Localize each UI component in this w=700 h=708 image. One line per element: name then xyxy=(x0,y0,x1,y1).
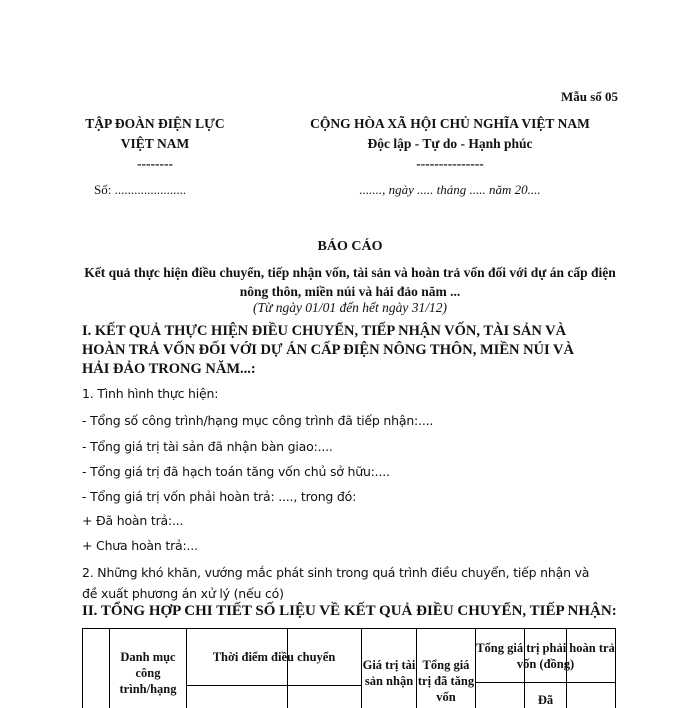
section-1-heading: I. KẾT QUẢ THỰC HIỆN ĐIỀU CHUYỂN, TIẾP NHẬN VỐN, TÀI SẢN VÀ HOÀN TRẢ VỐN ĐỐI VỚI DỰ ÁN CẤP ĐIỆN NÔNG THÔN, MIỀN NÚI VÀ HẢI ĐẢO TRONG NĂM...: xyxy=(82,323,574,377)
form-number: Mẫu số 05 xyxy=(560,89,618,104)
report-period: (Từ ngày 01/01 đến hết ngày 31/12) xyxy=(252,300,448,315)
nation-name: CỘNG HÒA XÃ HỘI CHỦ NGHĨA VIỆT NAM xyxy=(310,116,590,131)
table-top-border xyxy=(82,628,616,629)
section-1-item-2: 2. Những khó khăn, vướng mắc phát sinh trong quá trình điều chuyển, tiếp nhận và đề xuất phương án xử lý (nếu có) xyxy=(82,565,590,601)
table-border xyxy=(186,628,187,708)
org-name-line1: TẬP ĐOÀN ĐIỆN LỰC xyxy=(85,116,225,131)
status-line: - Tổng giá trị đã hạch toán tăng vốn chủ sở hữu:.... xyxy=(82,464,390,479)
status-line: - Tổng số công trình/hạng mục công trình đã tiếp nhận:.... xyxy=(82,413,434,428)
table-subheader-border xyxy=(475,682,615,683)
column-header-item-list: Danh mục công trình/hạng xyxy=(119,650,177,696)
table-subheader-border xyxy=(186,685,361,686)
results-table xyxy=(82,628,616,708)
status-line: - Tổng giá trị tài sản đã nhận bàn giao:.... xyxy=(82,439,333,454)
column-header-capital-increase: Tổng giá trị đã tăng vốn xyxy=(417,658,475,704)
column-header-asset-value: Giá trị tài sản nhận xyxy=(362,658,416,688)
document-number: Số: ...................... xyxy=(94,182,187,197)
status-line: - Tổng giá trị vốn phải hoàn trả: ...., trong đó: xyxy=(82,489,357,504)
org-name-line2: VIỆT NAM xyxy=(120,136,190,151)
section-2-heading: II. TỔNG HỢP CHI TIẾT SỐ LIỆU VỀ KẾT QUẢ ĐIỀU CHUYỂN, TIẾP NHẬN: xyxy=(82,603,617,619)
date-line: ......., ngày ..... tháng ..... năm 20.... xyxy=(359,182,541,197)
column-header-refund-total: Tổng giá trị phải hoàn trả vốn (đồng) xyxy=(476,641,615,671)
report-title: BÁO CÁO xyxy=(317,239,383,254)
national-motto-block xyxy=(250,114,650,174)
status-line: + Chưa hoàn trả:... xyxy=(82,538,198,553)
table-border xyxy=(615,628,616,708)
org-separator: -------- xyxy=(137,156,173,171)
section-1-item-1: 1. Tình hình thực hiện: xyxy=(82,386,219,401)
column-header-transfer-time: Thời điểm điều chuyển xyxy=(212,650,336,664)
motto-separator: --------------- xyxy=(416,156,484,171)
report-subtitle: Kết quả thực hiện điều chuyển, tiếp nhận vốn, tài sản và hoàn trả vốn đối với dự án cấp điện nông thôn, miền núi và hải đảo năm ... xyxy=(84,265,616,299)
status-line: + Đã hoàn trả:... xyxy=(82,513,184,528)
table-border xyxy=(287,628,288,708)
table-border xyxy=(82,628,83,708)
column-header-refunded: Đã xyxy=(537,693,554,707)
motto: Độc lập - Tự do - Hạnh phúc xyxy=(367,136,533,151)
organization-block xyxy=(60,114,250,174)
